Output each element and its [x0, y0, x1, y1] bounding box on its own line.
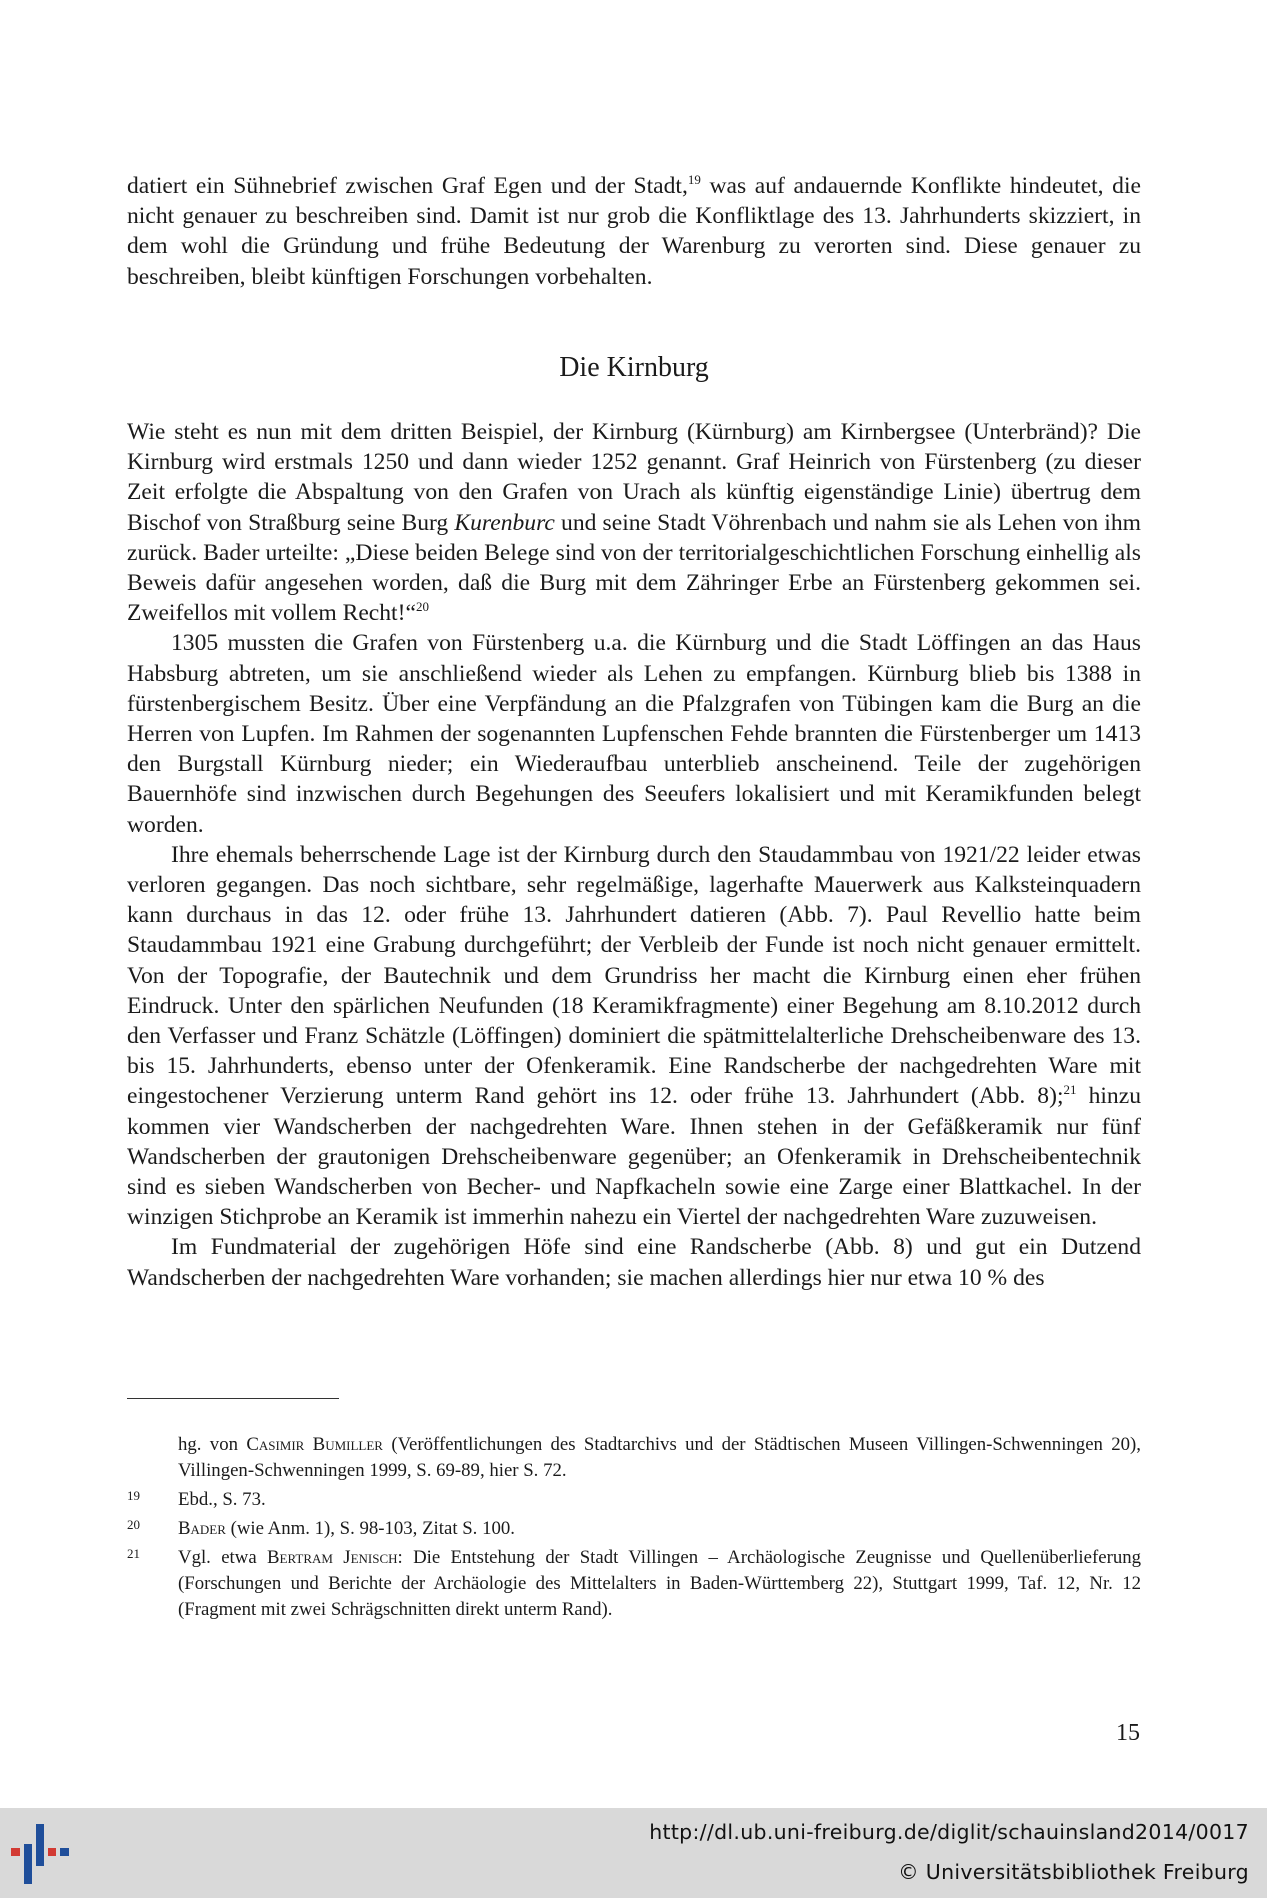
viewer-footer — [0, 1808, 1267, 1898]
author-name: Bader — [178, 1518, 226, 1539]
footnote-divider — [127, 1398, 339, 1399]
copyright-notice: © Universitätsbibliothek Freiburg — [898, 1860, 1249, 1884]
section-body — [127, 417, 1141, 1293]
footnote-continuation: hg. von Casimir Bumiller (Veröffentlichungen des Stadtarchivs und der Städtischen Museen Villingen-Schwenningen 20), Villingen-Schwenningen 1999, S. 69-89, hier S. 72. — [178, 1434, 1141, 1481]
footnote-ref-20[interactable]: 20 — [415, 599, 429, 615]
footnote-ref-19[interactable]: 19 — [687, 172, 701, 187]
body-paragraph-2: 1305 mussten die Grafen von Fürstenberg u.a. die Kürnburg und die Stadt Löffingen an das Haus Habsburg abtreten, um sie anschließend wieder als Lehen zu empfangen. Kürnburg blieb bis 1388 in fürstenbergischem Besitz. Über eine Verpfändung an die Pfalzgrafen von Tübingen kam die Burg an die Herren von Lupfen. Im Rahmen der sogenannten Lupfenschen Fehde brannten die Fürstenberger um 1413 den Burgstall Kürnburg nieder; ein Wiederaufbau unterblieb anscheinend. Teile der zugehörigen Bauernhöfe sind inzwischen durch Begehungen des Seeufers lokalisiert und mit Keramikfunden belegt worden. — [127, 630, 1141, 838]
body-paragraph-4: Im Fundmaterial der zugehörigen Höfe sind eine Randscherbe (Abb. 8) und gut ein Dutzend Wandscherben der nachgedrehten Ware vorhanden; sie machen allerdings hier nur etwa 10 % des — [127, 1234, 1141, 1291]
footnote-20: 20 Bader (wie Anm. 1), S. 98-103, Zitat S. 100. — [127, 1516, 1141, 1542]
ub-freiburg-logo-icon[interactable] — [8, 1822, 72, 1886]
body-paragraph-3: Ihre ehemals beherrschende Lage ist der Kirnburg durch den Staudammbau von 1921/22 leider etwas verloren gegangen. Das noch sichtbare, sehr regelmäßige, lagerhafte Mauerwerk aus Kalksteinquadern kann durchaus in das 12. oder frühe 13. Jahrhundert datieren (Abb. 7). Paul Revellio hatte beim Staudammbau 1921 eine Grabung durchgeführt; der Verbleib der Funde ist noch nicht genauer ermittelt. Von der Topografie, der Bautechnik und dem Grundriss her macht die Kirnburg einen eher frühen Eindruck. Unter den spärlichen Neufunden (18 Keramikfragmente) einer Begehung am 8.10.2012 durch den Verfasser und Franz Schätzle (Löffingen) dominiert die spätmittelalterliche Drehscheibenware des 13. bis 15. Jahrhunderts, ebenso unter der Ofenkeramik. Eine Randscherbe der nachgedrehten Ware mit eingestochener Verzierung unterm Rand gehört ins 12. oder frühe 13. Jahrhundert (Abb. 8);$^{21}$ hinzu kommen vier Wandscherben der nachgedrehten Ware. Ihnen stehen in der Gefäßkeramik nur fünf Wandscherben der grautonigen Drehscheibenware gegenüber; an Ofenkeramik in Drehscheibentechnik sind es sieben Wandscherben von Becher- und Napfkacheln sowie eine Zarge einer Blattkachel. In der winzigen Stichprobe an Keramik ist immerhin nahezu ein Viertel der nachgedrehten Ware zuzuweisen. — [127, 841, 1141, 1231]
author-name: Bertram Jenisch — [267, 1547, 398, 1568]
body-paragraph-1: Wie steht es nun mit dem dritten Beispiel, der Kirnburg (Kürnburg) am Kirnbergsee (Unterbränd)? Die Kirnburg wird erstmals 1250 und dann wieder 1252 genannt. Graf Heinrich von Fürstenberg (zu dieser Zeit erfolgte die Abspaltung von den Grafen von Urach als künftig eigenständige Linie) übertrug dem Bischof von Straßburg seine Burg Kurenburc und seine Stadt Vöhrenbach und nahm sie als Lehen von ihm zurück. Bader urteilte: „Diese beiden Belege sind von der territorialgeschichtlichen Forschung einhellig als Beweis dafür angesehen worden, daß die Burg mit dem Zähringer Erbe an Fürstenberg gekommen sei. Zweifellos mit vollem Recht!“$^{20}$ — [127, 419, 1141, 627]
footnote-19: 19 Ebd., S. 73. — [127, 1487, 1141, 1513]
footnote-ref-21[interactable]: 21 — [1063, 1082, 1077, 1098]
document-url-link[interactable]: http://dl.ub.uni-freiburg.de/diglit/schauinsland2014/0017 — [649, 1820, 1249, 1844]
footnote-number: 19 — [127, 1488, 140, 1503]
intro-paragraph: datiert ein Sühnebrief zwischen Graf Egen und der Stadt,$^{19}$ was auf andauernde Konflikte hindeutet, die nicht genauer zu beschreiben sind. Damit ist nur grob die Konfliktlage des 13. Jahrhunderts skizziert, in dem wohl die Gründung und frühe Bedeutung der Warenburg zu verorten sind. Diese genauer zu beschreiben, bleibt künftigen Forschungen vorbehalten. — [127, 172, 1142, 290]
footnotes — [127, 1432, 1141, 1626]
footnote-number: 21 — [127, 1546, 140, 1561]
page-number: 15 — [1116, 1720, 1140, 1746]
intro-text — [127, 171, 1141, 292]
footnote-number: 20 — [127, 1517, 140, 1532]
section-heading: Die Kirnburg — [559, 352, 709, 383]
footnote-21: 21 Vgl. etwa Bertram Jenisch: Die Entstehung der Stadt Villingen – Archäologische Zeugnisse und Quellenüberlieferung (Forschungen und Berichte der Archäologie des Mittelalters in Baden-Württemberg 22), Stuttgart 1999, Taf. 12, Nr. 12 (Fragment mit zwei Schrägschnitten direkt unterm Rand). — [127, 1545, 1141, 1623]
castle-name-italic: Kurenburc — [454, 509, 555, 536]
author-name: Casimir Bumiller — [246, 1434, 383, 1455]
